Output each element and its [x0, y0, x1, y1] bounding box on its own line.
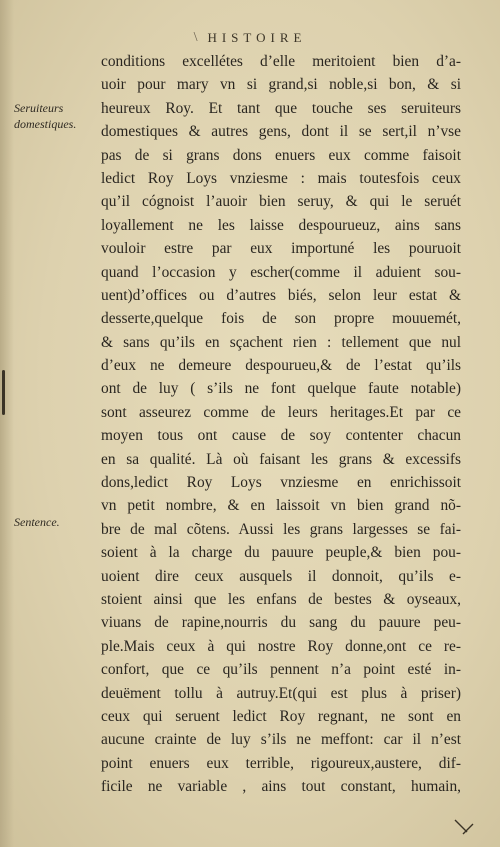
text-line: viuans de rapine,nourris du sang du pauure peu-: [101, 614, 461, 632]
page-header: [0, 30, 500, 46]
text-line: ceux qui seruent ledict Roy regnant, ne sont en: [101, 707, 461, 725]
text-line: loyallement ne les laisse despourueuz, ains sans: [101, 216, 461, 234]
running-title: HISTOIRE: [207, 30, 307, 45]
text-line: confort, que ce qu’ils pennent n’a point esté in-: [101, 661, 461, 679]
text-line: qu’il cógnoist l’auoir bien seruy, & qui le seruét: [101, 193, 461, 211]
margin-note-line: Seruiteurs: [14, 101, 64, 115]
margin-note-line: Sentence.: [14, 515, 60, 529]
text-line: vouloir estre par eux importuné les pouruoit: [101, 240, 461, 258]
text-line: uoient dire ceux ausquels il donnoit, qu’ils e-: [101, 567, 461, 585]
gutter-shadow: [0, 0, 14, 847]
text-line: moyen tous ont cause de soy contenter chacun: [101, 427, 461, 445]
text-line: bre de mal cõtens. Aussi les grans largesses se fai-: [101, 520, 461, 538]
text-line: d’eux ne demeure despourueu,& de l’estat qu’ils: [101, 357, 461, 375]
text-line: ledict Roy Loys vnziesme : mais toutesfois ceux: [101, 169, 461, 187]
folio-mark: \: [193, 30, 198, 45]
text-line: soient à la charge du pauure peuple,& bien pou-: [101, 544, 461, 562]
edge-ink-mark: [2, 370, 5, 415]
text-line: vn petit nombre, & en laissoit vn bien grand nõ-: [101, 497, 461, 515]
text-line: sont asseurez comme de leurs heritages.Et par ce: [101, 403, 461, 421]
text-line: en sa qualité. Là où faisant les grans & excessifs: [101, 450, 461, 468]
body-text: [101, 50, 461, 799]
text-line: point enuers eux terrible, rigoureux,austere, dif-: [101, 754, 461, 772]
text-line: ficile ne variable , ains tout constant, humain,: [101, 778, 461, 796]
corner-pen-mark: [453, 818, 475, 838]
margin-note-servants: [14, 100, 100, 132]
text-line: uent)d’offices ou d’autres biés, selon leur estat &: [101, 286, 461, 304]
text-line: dons,ledict Roy Loys vnziesme en enrichissoit: [101, 474, 461, 492]
text-line: stoient ainsi que les enfans de bestes & oyseaux,: [101, 590, 461, 608]
margin-note-sentence: [14, 514, 100, 530]
margin-note-line: domestiques.: [14, 117, 77, 131]
text-line: ont de luy ( s’ils ne font quelque faute notable): [101, 380, 461, 398]
text-line: pas de si grans dons enuers eux comme faisoit: [101, 146, 461, 164]
text-line: conditions excellétes d’elle meritoient bien d’a-: [101, 53, 461, 70]
text-line: aucune crainte de luy s’ils ne meffont: car il n’est: [101, 731, 461, 749]
text-line: ple.Mais ceux à qui nostre Roy donne,ont ce re-: [101, 637, 461, 655]
text-line: deuëment tollu à autruy.Et(qui est plus à priser): [101, 684, 461, 702]
text-line: uoir pour mary vn si grand,si noble,si bon, & si: [101, 76, 461, 94]
text-line: heureux Roy. Et tant que touche ses seruiteurs: [101, 99, 461, 117]
text-line: desserte,quelque fois de son propre mouuemét,: [101, 310, 461, 328]
text-line: & sans qu’ils en sçachent rien : tellement que nul: [101, 333, 461, 351]
text-line: domestiques & autres gens, dont il se sert,il n’vse: [101, 123, 461, 141]
text-line: quand l’occasion y escher(comme il aduient sou-: [101, 263, 461, 281]
